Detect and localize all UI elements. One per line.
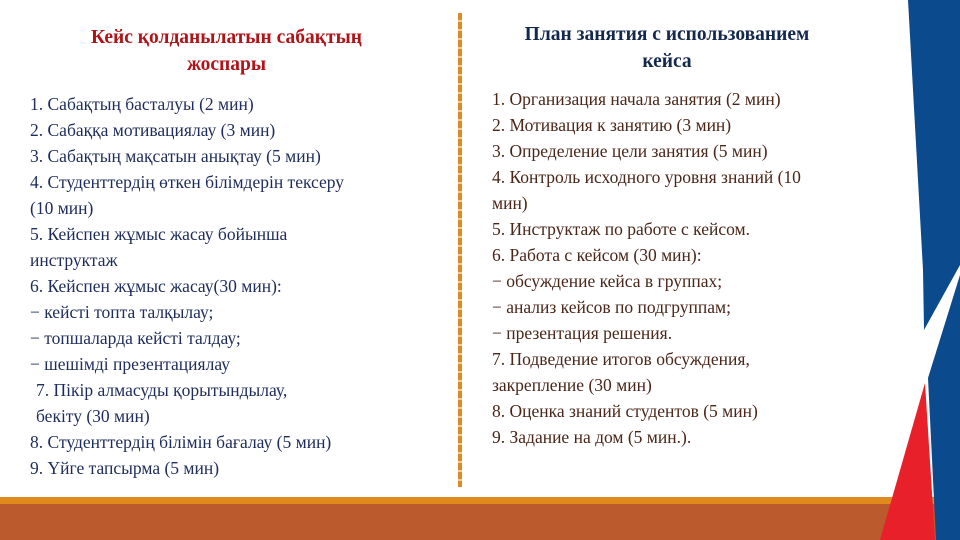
list-item: 8. Оценка знаний студентов (5 мин) [492, 401, 758, 421]
list-item: 3. Определение цели занятия (5 мин) [492, 141, 768, 161]
list-item: − кейсті топта талқылау; [30, 302, 214, 322]
russian-title-line-2: кейса [642, 51, 692, 72]
kazakh-plan-list [30, 91, 440, 481]
list-item: − презентация решения. [492, 323, 673, 343]
list-item: 4. Контроль исходного уровня знаний (10 [492, 167, 801, 187]
list-item: бекіту (30 мин) [36, 406, 150, 426]
list-item: 7. Подведение итогов обсуждения, [492, 349, 750, 369]
list-item: инструктаж [30, 250, 118, 270]
kazakh-plan-title [30, 24, 423, 78]
list-item: − топшаларда кейсті талдау; [30, 328, 241, 348]
list-item: (10 мин) [30, 198, 94, 218]
blue-stripe-shape [908, 0, 960, 330]
russian-plan-title [472, 21, 862, 75]
list-item: 4. Студенттердің өткен білімдерін тексеру [30, 172, 345, 192]
list-item: − анализ кейсов по подгруппам; [492, 297, 731, 317]
list-item: 3. Сабақтың мақсатын анықтау (5 мин) [30, 146, 321, 166]
kazakh-title-line-1: Кейс қолданылатын сабақтың [90, 27, 363, 48]
list-item: 1. Организация начала занятия (2 мин) [492, 89, 781, 109]
list-item: 1. Сабақтың басталуы (2 мин) [30, 94, 254, 114]
list-item: 7. Пікір алмасуды қорытындылау, [36, 380, 288, 400]
list-item: 8. Студенттердің білімін бағалау (5 мин) [30, 432, 332, 452]
list-item: − обсуждение кейса в группах; [492, 271, 723, 291]
list-item: 9. Үйге тапсырма (5 мин) [30, 458, 220, 478]
list-item: 2. Сабаққа мотивациялау (3 мин) [30, 120, 276, 140]
list-item: 6. Кейспен жұмыс жасау(30 мин): [30, 276, 282, 296]
column-divider [458, 13, 462, 487]
list-item: 5. Инструктаж по работе с кейсом. [492, 219, 750, 239]
list-item: мин) [492, 193, 528, 213]
list-item: − шешімді презентациялау [30, 354, 230, 374]
kazakh-title-line-2: жоспары [186, 54, 267, 75]
list-item: 6. Работа с кейсом (30 мин): [492, 245, 702, 265]
blue-lower-shape [928, 275, 960, 540]
list-item: 5. Кейспен жұмыс жасау бойынша [30, 224, 288, 244]
russian-title-line-1: План занятия с использованием [524, 24, 810, 45]
list-item: 2. Мотивация к занятию (3 мин) [492, 115, 732, 135]
list-item: закрепление (30 мин) [492, 375, 652, 395]
russian-plan-list [492, 86, 892, 450]
list-item: 9. Задание на дом (5 мин.). [492, 427, 692, 447]
